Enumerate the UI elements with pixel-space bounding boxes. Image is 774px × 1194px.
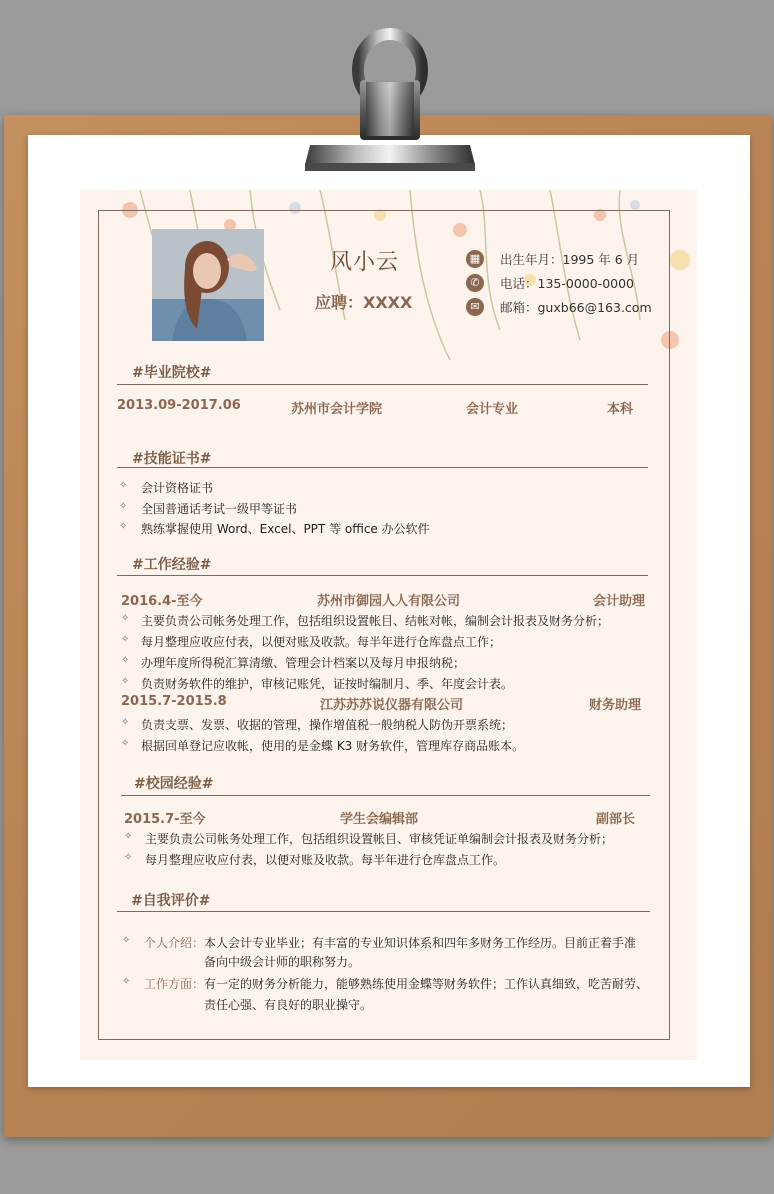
phone-icon: ✆	[466, 274, 484, 292]
work-title: #工作经验#	[132, 557, 212, 573]
bullet-icon: ✧	[119, 501, 128, 512]
skills-title: #技能证书#	[132, 451, 212, 467]
education-degree: 本科	[607, 402, 634, 417]
skill-item: 会计资格证书	[141, 481, 214, 495]
job-role: 会计助理	[593, 594, 646, 609]
evaluation-title: #自我评价#	[131, 893, 211, 909]
bullet-icon: ✧	[121, 613, 130, 624]
divider	[117, 575, 648, 576]
bullet-icon: ✧	[121, 717, 130, 728]
bullet-icon: ✧	[121, 676, 130, 687]
candidate-name: 风小云	[330, 250, 400, 275]
campus-title: #校园经验#	[134, 776, 214, 792]
campus-role: 副部长	[596, 812, 636, 827]
job-company: 江苏苏苏说仪器有限公司	[320, 698, 464, 713]
binder-clip-icon	[300, 20, 480, 180]
campus-org: 学生会编辑部	[340, 812, 419, 827]
evaluation-label: 个人介绍：	[144, 936, 205, 950]
skill-item: 全国普通话考试一级甲等证书	[141, 502, 298, 516]
education-school: 苏州市会计学院	[291, 402, 383, 417]
education-major: 会计专业	[466, 402, 519, 417]
contact-email: 邮箱：guxb66@163.com	[500, 300, 652, 315]
job-item: 负责支票、发票、收据的管理，操作增值税一般纳税人防伪开票系统；	[141, 718, 514, 732]
bullet-icon: ✧	[121, 655, 130, 666]
skill-item: 熟练掌握使用 Word、Excel、PPT 等 office 办公软件	[141, 522, 430, 536]
apply-position: 应聘：XXXX	[315, 293, 413, 312]
bullet-icon: ✧	[124, 852, 133, 863]
job-date: 2016.4-至今	[121, 594, 203, 609]
evaluation-text: 本人会计专业毕业；有丰富的专业知识体系和四年多财务工作经历。目前正着手准	[204, 936, 637, 950]
job-item: 负责财务软件的维护，审核记账凭，证按时编制月、季、年度会计表。	[141, 677, 514, 691]
divider	[117, 467, 648, 468]
bullet-icon: ✧	[121, 738, 130, 749]
evaluation-text: 备向中级会计师的职称努力。	[204, 955, 361, 969]
job-date: 2015.7-2015.8	[121, 694, 227, 709]
campus-item: 主要负责公司帐务处理工作，包括组织设置帐目、审核凭证单编制会计报表及财务分析；	[145, 832, 614, 846]
bullet-icon: ✧	[122, 935, 131, 946]
job-item: 主要负责公司帐务处理工作，包括组织设置帐目、结帐对帐，编制会计报表及财务分析；	[141, 614, 610, 628]
job-company: 苏州市御园人人有限公司	[317, 594, 461, 609]
education-title: #毕业院校#	[132, 365, 212, 381]
contact-birth: 出生年月：1995 年 6 月	[500, 252, 640, 267]
campus-item: 每月整理应收应付表，以便对账及收款。每半年进行仓库盘点工作。	[145, 853, 506, 867]
calendar-icon: ▦	[466, 250, 484, 268]
job-item: 办理年度所得税汇算清缴、管理会计档案以及每月申报纳税；	[141, 656, 466, 670]
bullet-icon: ✧	[119, 480, 128, 491]
profile-photo	[152, 229, 264, 341]
divider	[117, 911, 650, 912]
bullet-icon: ✧	[121, 634, 130, 645]
divider	[121, 795, 650, 796]
bullet-icon: ✧	[124, 831, 133, 842]
education-date: 2013.09-2017.06	[117, 398, 241, 413]
divider	[117, 384, 648, 385]
bullet-icon: ✧	[122, 976, 131, 987]
mail-icon: ✉	[466, 298, 484, 316]
campus-date: 2015.7-至今	[124, 812, 206, 827]
job-item: 根据回单登记应收帐，使用的是金蝶 K3 财务软件，管理库存商品账本。	[141, 739, 525, 753]
bullet-icon: ✧	[119, 521, 128, 532]
job-role: 财务助理	[589, 698, 642, 713]
contact-phone: 电话：135-0000-0000	[500, 276, 635, 291]
job-item: 每月整理应收应付表，以便对账及收款。每半年进行仓库盘点工作；	[141, 635, 502, 649]
evaluation-text: 有一定的财务分析能力，能够熟练使用金蝶等财务软件；工作认真细致，吃苦耐劳、	[204, 977, 649, 991]
evaluation-text: 责任心强、有良好的职业操守。	[204, 998, 373, 1012]
evaluation-label: 工作方面：	[144, 977, 205, 991]
